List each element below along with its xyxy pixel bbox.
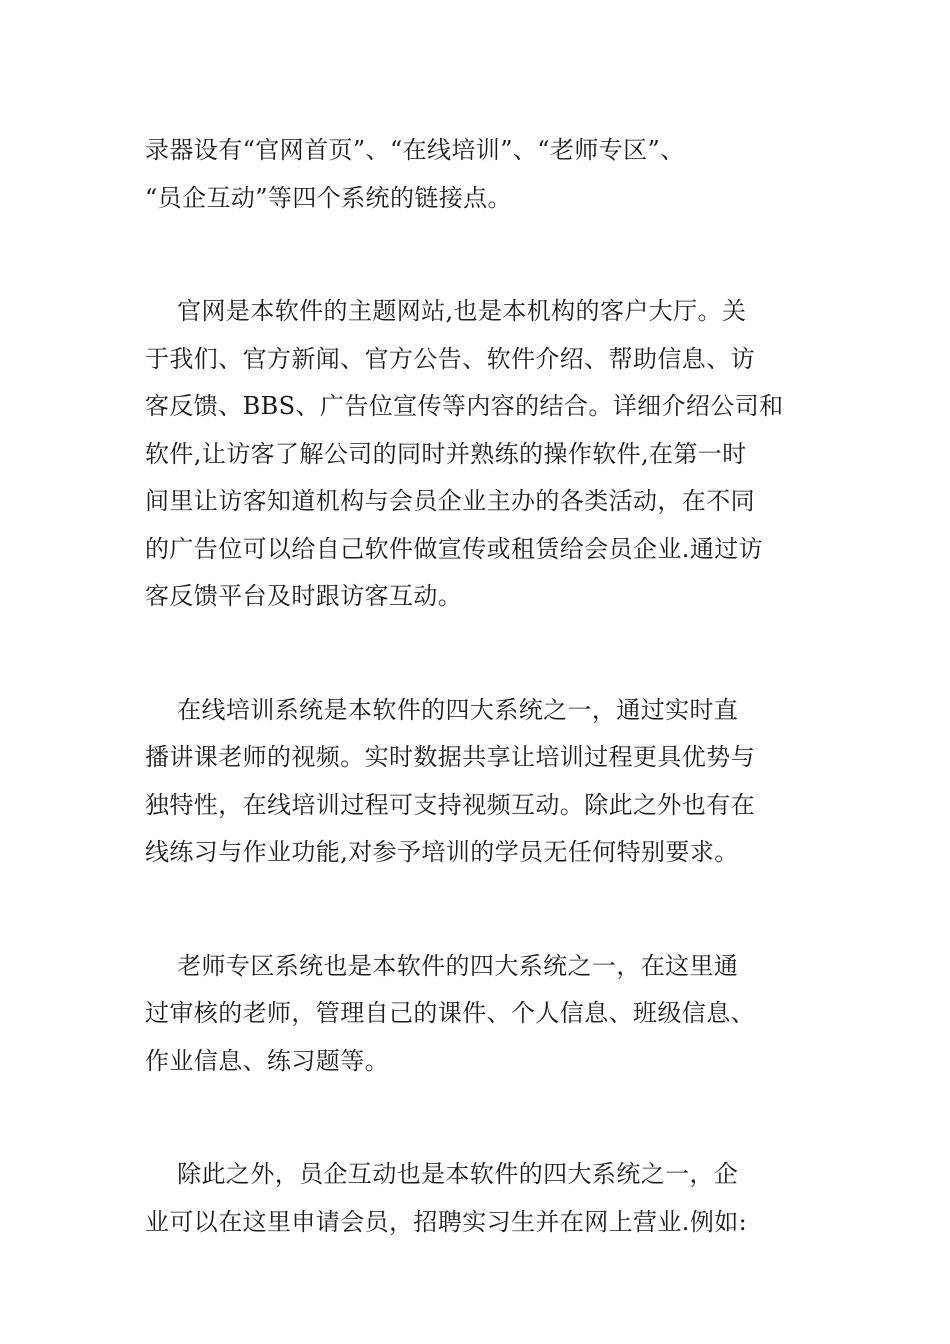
paragraph-enterprise-interaction bbox=[145, 1151, 805, 1246]
text-line: 过审核的老师，管理自己的课件、个人信息、班级信息、 bbox=[145, 999, 755, 1027]
text-line: 业可以在这里申请会员，招聘实习生并在网上营业.例如: bbox=[145, 1207, 748, 1236]
text-line: 在线培训系统是本软件的四大系统之一，通过实时直 bbox=[145, 695, 739, 724]
text-line: 老师专区系统也是本软件的四大系统之一，在这里通 bbox=[145, 951, 739, 980]
text-line: 播讲课老师的视频。实时数据共享让培训过程更具优势与 bbox=[145, 743, 755, 771]
text-line: “员企互动”等四个系统的链接点。 bbox=[145, 183, 512, 212]
text-line: 独特性，在线培训过程可支持视频互动。除此之外也有在 bbox=[145, 790, 755, 819]
text-line: 线练习与作业功能,对参予培训的学员无任何特别要求。 bbox=[145, 838, 739, 866]
text-line: 官网是本软件的主题网站,也是本机构的客户大厅。关 bbox=[145, 297, 747, 325]
paragraph-login-links bbox=[145, 127, 805, 222]
paragraph-teacher-zone bbox=[145, 943, 805, 1086]
paragraph-online-training bbox=[145, 687, 805, 877]
text-line: 软件,让访客了解公司的同时并熟练的操作软件,在第一时 bbox=[145, 439, 747, 468]
text-line: 客反馈平台及时跟访客互动。 bbox=[145, 582, 463, 610]
paragraph-official-site bbox=[145, 288, 805, 621]
text-line: 作业信息、练习题等。 bbox=[145, 1046, 389, 1075]
text-line: 除此之外，员企互动也是本软件的四大系统之一，企 bbox=[145, 1160, 739, 1188]
text-line: 的广告位可以给自己软件做宣传或租赁给会员企业.通过访 bbox=[145, 534, 764, 563]
text-line: 录器设有“官网首页”、“在线培训”、“老师专区”、 bbox=[145, 136, 685, 164]
document-page bbox=[145, 127, 805, 1246]
text-line: 客反馈、BBS、广告位宣传等内容的结合。详细介绍公司和 bbox=[145, 392, 784, 420]
text-line: 间里让访客知道机构与会员企业主办的各类活动，在不同 bbox=[145, 487, 755, 515]
text-line: 于我们、官方新闻、官方公告、软件介绍、帮助信息、访 bbox=[145, 344, 755, 373]
